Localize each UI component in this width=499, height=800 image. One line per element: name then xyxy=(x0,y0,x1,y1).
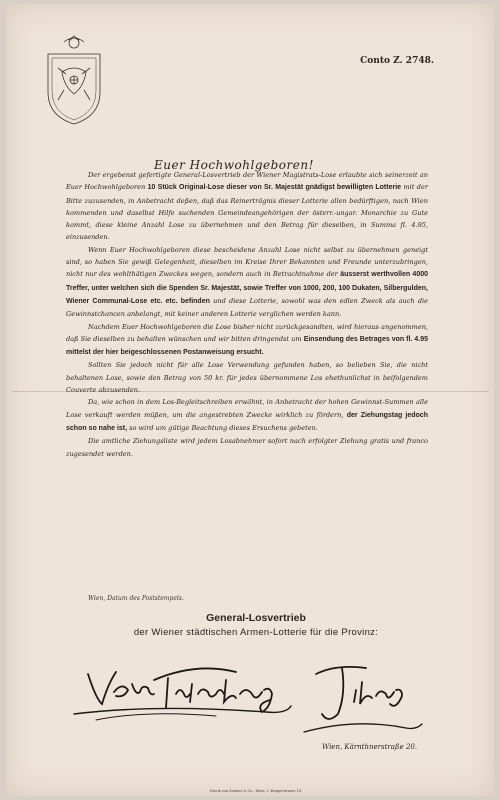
paragraph-2 xyxy=(66,244,428,321)
coat-of-arms-crest xyxy=(44,34,104,126)
paragraph-3 xyxy=(66,321,428,360)
p5-text-c: so wird um gütige Beachtung dieses Ersuchens gebeten. xyxy=(129,423,318,432)
left-signature xyxy=(74,668,291,720)
p2-bold: äusserst werthvollen 4000 Treffer, unter welchen sich die Spenden Sr. Majestät, sowie Treffer von 1000, 200, 100 Dukaten, Silbergulden, Wiener Communal-Lose etc. etc. befinden xyxy=(66,271,428,305)
sender-organization: General-Losvertrieb xyxy=(206,612,306,624)
paragraph-4 xyxy=(66,359,428,396)
p1-text-c: mit der Bitte zuzusenden, in Anbetracht deßen, daß das Reinerträgnis dieser Lotterie allen bedürftigen, nach Wien kommenden und daselbst Hilfe suchenden Gemeindeangehörigen der österr.-ungar. Monarchie zu Gute kommt, diese kleine Anzahl Lose zu übernehmen und den Betrag für dieselben, in Summa fl. 4.95, einzusenden. xyxy=(66,183,428,242)
p2-text-a: Wenn Euer Hochwohlgeboren diese bescheidene Anzahl Lose nicht selbst zu übernehmen geneigt sind, so haben Sie gewiß Gelegenheit, dieselben im Kreise Ihrer Bekannten und Freunde unterzubringen, nicht nur des wohlthätigen Zweckes wegen, sondern auch in Betrachtnahme der xyxy=(66,245,428,279)
p1-text-a: Der ergebenst gefertigte General-Losvertrieb der Wiener Magistrats-Lose erlaubte sich seinerzeit an Euer Hochwohlgeboren xyxy=(66,171,428,192)
p3-text-a: Nachdem Euer Hochwohlgeboren die Lose bisher nicht zurückgesandten, wird hieraus angenommen, daß Sie dieselben zu behalten wünschen und wir bitten dringendst um xyxy=(66,322,428,343)
account-number: Conto Z. 2748. xyxy=(360,56,434,66)
sender-address: Wien, Kärnthnerstraße 20. xyxy=(322,743,418,751)
place-date-line: Wien, Datum des Poststempels. xyxy=(88,595,184,602)
paragraph-5 xyxy=(66,396,428,435)
printer-imprint: Druck von Steiner & Co., Wien, I. Krugerstrasse 16. xyxy=(209,789,303,793)
letter-page xyxy=(6,4,494,796)
p4-text: Sollten Sie jedoch nicht für alle Lose Verwendung gefunden haben, so belieben Sie, die nicht behaltenen Lose, sowie den Betrag von 50 kr. für jedes übernommene Los ehethunlichst in beifolgendem Couverte abzusenden. xyxy=(66,361,428,395)
p6-text: Die amtliche Ziehungsliste wird jedem Losabnehmer sofort nach erfolgter Ziehung gratis und franco zugesendet werden. xyxy=(66,437,428,458)
salutation: Euer Hochwohlgeboren! xyxy=(154,158,314,172)
right-signature xyxy=(304,667,422,732)
sender-subtitle: der Wiener städtischen Armen-Lotterie für die Provinz: xyxy=(133,627,379,638)
p1-bold: 10 Stück Original-Lose dieser von Sr. Majestät gnädigst bewilligten Lotterie xyxy=(147,184,402,192)
letter-body xyxy=(66,169,428,460)
handwritten-signatures xyxy=(66,644,446,744)
p5-bold: der Ziehungstag jedoch schon so nahe ist, xyxy=(66,411,428,432)
paragraph-6 xyxy=(66,435,428,460)
paragraph-1 xyxy=(66,169,428,244)
p2-text-c: und diese Lotterie, sowohl was den edlen Zweck als auch die Gewinnstchancen anbelangt, mit keiner anderen Lotterie verglichen werden kann. xyxy=(66,296,429,319)
p5-text-a: Da, wie schon in dem Los-Begleitschreiben erwähnt, in Anbetracht der hohen Gewinnst-Summen alle Lose verkauft werden müßen, um die angestrebten Zwecke wirklich zu fördern, xyxy=(66,398,428,419)
p3-bold: Einsendung des Betrages von fl. 4.95 mittelst der hier beigeschlossenen Postanweisung ersucht. xyxy=(66,335,428,357)
